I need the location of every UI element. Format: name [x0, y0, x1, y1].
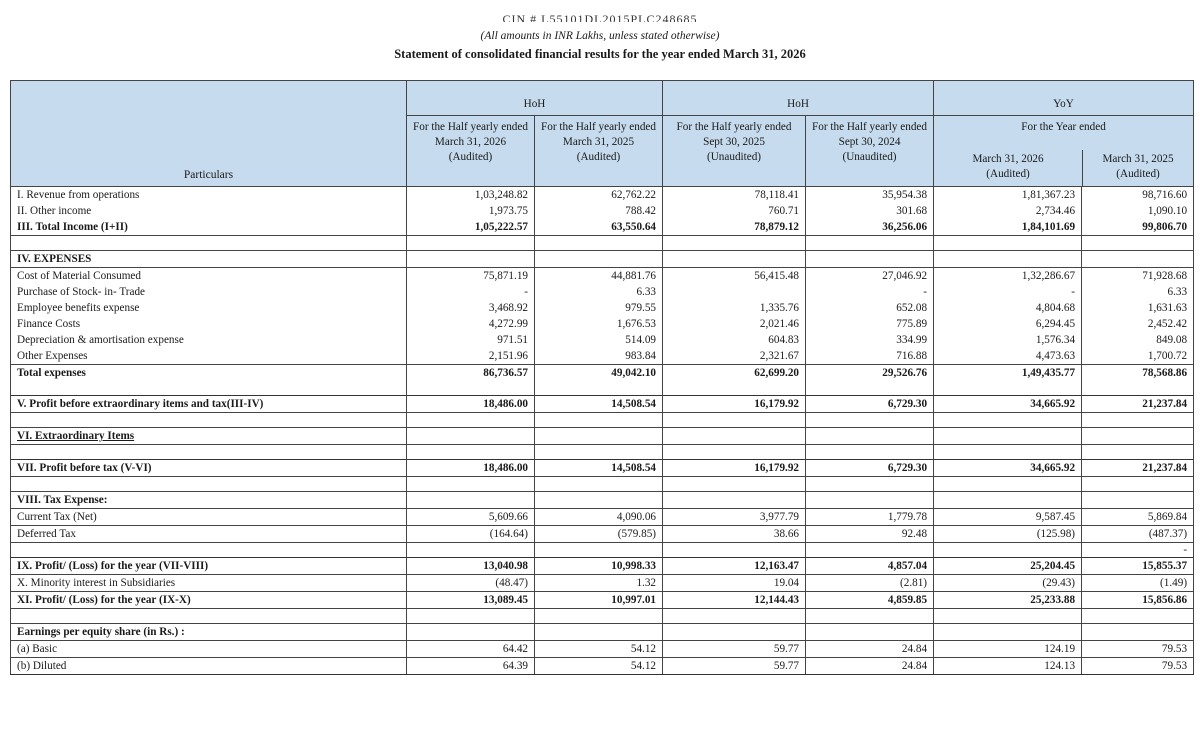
value-cell: 16,179.92 — [663, 396, 806, 413]
value-cell: 1,090.10 — [1082, 203, 1194, 219]
spacer-cell — [663, 381, 806, 396]
spacer-cell — [934, 413, 1082, 428]
row-label — [11, 396, 407, 413]
spacer-cell — [407, 609, 535, 624]
row-label — [11, 460, 407, 477]
column-header-3: For the Half yearly ended Sept 30, 2025 (Unaudited) — [663, 116, 806, 187]
value-cell — [1082, 624, 1194, 641]
value-cell: 2,452.42 — [1082, 316, 1194, 332]
value-cell: 983.84 — [535, 348, 663, 365]
value-cell: 79.53 — [1082, 641, 1194, 658]
spacer-cell — [407, 236, 535, 251]
row-label-text: Purchase of Stock- in- Trade — [17, 286, 146, 298]
column-header-year: For the Year ended March 31, 2026 (Audited) March 31, 2025 (Audited) — [934, 116, 1194, 187]
stray-mark: - — [1082, 543, 1194, 558]
row-label-text: Total expenses — [17, 367, 86, 379]
spacer-cell — [535, 609, 663, 624]
row-label-text: Finance Costs — [17, 318, 81, 330]
value-cell: 56,415.48 — [663, 268, 806, 285]
value-cell: 6,729.30 — [806, 460, 934, 477]
row-label — [11, 641, 407, 658]
row-label — [11, 219, 407, 236]
value-cell: 1,576.34 — [934, 332, 1082, 348]
table-row — [11, 316, 1194, 332]
spacer-row — [11, 381, 1194, 396]
spacer-cell — [663, 236, 806, 251]
value-cell: 652.08 — [806, 300, 934, 316]
row-label-text: IV. EXPENSES — [17, 253, 92, 265]
row-label-text: Other Expenses — [17, 350, 88, 362]
row-label-text: (b) Diluted — [17, 660, 67, 672]
row-label — [11, 348, 407, 365]
value-cell — [806, 428, 934, 445]
row-label-text: I. Revenue from operations — [17, 189, 140, 201]
spacer-cell — [934, 609, 1082, 624]
spacer-cell — [806, 543, 934, 558]
value-cell: 44,881.76 — [535, 268, 663, 285]
value-cell — [407, 492, 535, 509]
value-cell: 10,997.01 — [535, 592, 663, 609]
particulars-header: Particulars — [11, 81, 407, 187]
statement-title: Statement of consolidated financial results for the year ended March 31, 2026 — [394, 47, 806, 61]
table-row — [11, 460, 1194, 477]
spacer-cell — [663, 543, 806, 558]
value-cell: 1,676.53 — [535, 316, 663, 332]
value-cell — [663, 251, 806, 268]
value-cell — [663, 624, 806, 641]
value-cell: 78,118.41 — [663, 187, 806, 204]
spacer-cell — [11, 413, 407, 428]
row-label-text: (a) Basic — [17, 643, 58, 655]
spacer-cell — [11, 236, 407, 251]
spacer-cell — [934, 445, 1082, 460]
value-cell: (164.64) — [407, 526, 535, 543]
table-row — [11, 526, 1194, 543]
spacer-cell — [407, 477, 535, 492]
value-cell: 124.19 — [934, 641, 1082, 658]
value-cell: 13,089.45 — [407, 592, 535, 609]
value-cell: 1,32,286.67 — [934, 268, 1082, 285]
spacer-cell — [806, 477, 934, 492]
value-cell: 78,568.86 — [1082, 365, 1194, 382]
value-cell: 775.89 — [806, 316, 934, 332]
value-cell: 1,973.75 — [407, 203, 535, 219]
value-cell: 92.48 — [806, 526, 934, 543]
group-header-hoh-1: HoH — [407, 81, 663, 116]
value-cell: 18,486.00 — [407, 396, 535, 413]
value-cell: 14,508.54 — [535, 460, 663, 477]
row-label-text: VIII. Tax Expense: — [17, 494, 108, 506]
spacer-row — [11, 543, 1194, 558]
value-cell: 21,237.84 — [1082, 460, 1194, 477]
value-cell — [535, 492, 663, 509]
table-row — [11, 203, 1194, 219]
table-row — [11, 365, 1194, 382]
value-cell: 10,998.33 — [535, 558, 663, 575]
spacer-cell — [806, 413, 934, 428]
header-group-row — [11, 81, 1194, 116]
value-cell: 63,550.64 — [535, 219, 663, 236]
row-label — [11, 332, 407, 348]
spacer-cell — [407, 543, 535, 558]
value-cell: 12,144.43 — [663, 592, 806, 609]
value-cell: 849.08 — [1082, 332, 1194, 348]
table-row — [11, 624, 1194, 641]
row-label — [11, 428, 407, 445]
value-cell: 64.42 — [407, 641, 535, 658]
table-row — [11, 592, 1194, 609]
value-cell: 34,665.92 — [934, 460, 1082, 477]
spacer-cell — [11, 477, 407, 492]
row-label — [11, 268, 407, 285]
row-label-text: III. Total Income (I+II) — [17, 221, 128, 233]
spacer-row — [11, 413, 1194, 428]
value-cell — [806, 624, 934, 641]
row-label-text: Deferred Tax — [17, 528, 76, 540]
row-label — [11, 316, 407, 332]
value-cell: 78,879.12 — [663, 219, 806, 236]
value-cell — [407, 624, 535, 641]
value-cell: - — [806, 284, 934, 300]
column-header-4: For the Half yearly ended Sept 30, 2024 (Unaudited) — [806, 116, 934, 187]
value-cell: 24.84 — [806, 658, 934, 675]
spacer-cell — [535, 543, 663, 558]
value-cell: 16,179.92 — [663, 460, 806, 477]
value-cell: 9,587.45 — [934, 509, 1082, 526]
value-cell: 301.68 — [806, 203, 934, 219]
value-cell: 35,954.38 — [806, 187, 934, 204]
spacer-cell — [1082, 413, 1194, 428]
value-cell: 3,468.92 — [407, 300, 535, 316]
value-cell: 86,736.57 — [407, 365, 535, 382]
spacer-row — [11, 609, 1194, 624]
value-cell: 15,855.37 — [1082, 558, 1194, 575]
value-cell: 54.12 — [535, 641, 663, 658]
spacer-cell — [535, 236, 663, 251]
value-cell — [663, 492, 806, 509]
value-cell: 1,49,435.77 — [934, 365, 1082, 382]
value-cell: 12,163.47 — [663, 558, 806, 575]
row-label — [11, 251, 407, 268]
value-cell — [934, 492, 1082, 509]
value-cell: 24.84 — [806, 641, 934, 658]
table-row — [11, 658, 1194, 675]
value-cell: 2,151.96 — [407, 348, 535, 365]
value-cell — [1082, 492, 1194, 509]
value-cell — [1082, 251, 1194, 268]
spacer-cell — [806, 236, 934, 251]
row-label-text: Employee benefits expense — [17, 302, 140, 314]
value-cell: 62,699.20 — [663, 365, 806, 382]
value-cell: 1,81,367.23 — [934, 187, 1082, 204]
value-cell: - — [407, 284, 535, 300]
value-cell: 6,294.45 — [934, 316, 1082, 332]
value-cell: 59.77 — [663, 658, 806, 675]
spacer-cell — [806, 609, 934, 624]
value-cell — [407, 251, 535, 268]
row-label-text: XI. Profit/ (Loss) for the year (IX-X) — [17, 594, 191, 606]
table-row — [11, 641, 1194, 658]
row-label — [11, 203, 407, 219]
value-cell: 760.71 — [663, 203, 806, 219]
value-cell: 4,859.85 — [806, 592, 934, 609]
row-label — [11, 526, 407, 543]
row-label-text: V. Profit before extraordinary items and tax(III-IV) — [17, 398, 264, 410]
amounts-note: (All amounts in INR Lakhs, unless stated otherwise) — [480, 30, 720, 42]
row-label-text: X. Minority interest in Subsidiaries — [17, 577, 176, 589]
value-cell: 59.77 — [663, 641, 806, 658]
value-cell: 971.51 — [407, 332, 535, 348]
spacer-cell — [407, 413, 535, 428]
row-label-text: VII. Profit before tax (V-VI) — [17, 462, 152, 474]
value-cell — [535, 251, 663, 268]
value-cell: (2.81) — [806, 575, 934, 592]
spacer-cell — [663, 609, 806, 624]
value-cell: 6.33 — [535, 284, 663, 300]
value-cell: 4,804.68 — [934, 300, 1082, 316]
spacer-row — [11, 445, 1194, 460]
value-cell: 5,609.66 — [407, 509, 535, 526]
spacer-cell — [535, 413, 663, 428]
column-header-1: For the Half yearly ended March 31, 2026 (Audited) — [407, 116, 535, 187]
spacer-cell — [11, 445, 407, 460]
value-cell — [407, 428, 535, 445]
spacer-cell — [1082, 477, 1194, 492]
spacer-cell — [535, 381, 663, 396]
value-cell: 1,631.63 — [1082, 300, 1194, 316]
row-label-text: Earnings per equity share (in Rs.) : — [17, 626, 185, 638]
value-cell: 21,237.84 — [1082, 396, 1194, 413]
row-label — [11, 592, 407, 609]
value-cell: 716.88 — [806, 348, 934, 365]
value-cell: 4,857.04 — [806, 558, 934, 575]
value-cell: 5,869.84 — [1082, 509, 1194, 526]
value-cell — [934, 624, 1082, 641]
value-cell: 25,204.45 — [934, 558, 1082, 575]
table-row — [11, 284, 1194, 300]
value-cell: 1,700.72 — [1082, 348, 1194, 365]
row-label — [11, 492, 407, 509]
value-cell: 14,508.54 — [535, 396, 663, 413]
value-cell: 2,734.46 — [934, 203, 1082, 219]
spacer-cell — [11, 381, 407, 396]
spacer-row — [11, 477, 1194, 492]
row-label-text: II. Other income — [17, 205, 92, 217]
value-cell — [806, 492, 934, 509]
value-cell: (125.98) — [934, 526, 1082, 543]
spacer-cell — [11, 543, 407, 558]
table-row — [11, 428, 1194, 445]
row-label — [11, 365, 407, 382]
value-cell: 71,928.68 — [1082, 268, 1194, 285]
value-cell: 1.32 — [535, 575, 663, 592]
value-cell: 99,806.70 — [1082, 219, 1194, 236]
value-cell: 334.99 — [806, 332, 934, 348]
value-cell: 79.53 — [1082, 658, 1194, 675]
value-cell — [806, 251, 934, 268]
spacer-cell — [407, 381, 535, 396]
row-label-text: Current Tax (Net) — [17, 511, 97, 523]
spacer-cell — [934, 236, 1082, 251]
table-row — [11, 268, 1194, 285]
value-cell: 49,042.10 — [535, 365, 663, 382]
row-label — [11, 658, 407, 675]
spacer-cell — [1082, 236, 1194, 251]
value-cell — [1082, 428, 1194, 445]
table-row — [11, 348, 1194, 365]
table-row — [11, 251, 1194, 268]
value-cell: 604.83 — [663, 332, 806, 348]
value-cell: (487.37) — [1082, 526, 1194, 543]
spacer-cell — [806, 381, 934, 396]
table-row — [11, 187, 1194, 204]
value-cell: 27,046.92 — [806, 268, 934, 285]
row-label-text: Cost of Material Consumed — [17, 270, 141, 282]
row-label — [11, 624, 407, 641]
value-cell: (579.85) — [535, 526, 663, 543]
spacer-cell — [407, 445, 535, 460]
value-cell: 3,977.79 — [663, 509, 806, 526]
column-header-2: For the Half yearly ended March 31, 2025 (Audited) — [535, 116, 663, 187]
value-cell: 62,762.22 — [535, 187, 663, 204]
value-cell: 514.09 — [535, 332, 663, 348]
table-row — [11, 575, 1194, 592]
row-label-text: IX. Profit/ (Loss) for the year (VII-VIII) — [17, 560, 209, 572]
value-cell: 6,729.30 — [806, 396, 934, 413]
spacer-cell — [535, 477, 663, 492]
value-cell: 36,256.06 — [806, 219, 934, 236]
value-cell: 18,486.00 — [407, 460, 535, 477]
value-cell: 1,335.76 — [663, 300, 806, 316]
spacer-row — [11, 236, 1194, 251]
spacer-cell — [934, 543, 1082, 558]
value-cell: 4,272.99 — [407, 316, 535, 332]
row-label — [11, 558, 407, 575]
value-cell — [934, 428, 1082, 445]
value-cell: 979.55 — [535, 300, 663, 316]
spacer-cell — [1082, 445, 1194, 460]
value-cell: 64.39 — [407, 658, 535, 675]
table-row — [11, 492, 1194, 509]
value-cell: 1,779.78 — [806, 509, 934, 526]
value-cell: 2,321.67 — [663, 348, 806, 365]
value-cell: 6.33 — [1082, 284, 1194, 300]
value-cell: - — [934, 284, 1082, 300]
value-cell: 34,665.92 — [934, 396, 1082, 413]
value-cell — [934, 251, 1082, 268]
row-label — [11, 509, 407, 526]
spacer-cell — [934, 477, 1082, 492]
value-cell: 1,84,101.69 — [934, 219, 1082, 236]
value-cell: 75,871.19 — [407, 268, 535, 285]
spacer-cell — [806, 445, 934, 460]
row-label-text: Depreciation & amortisation expense — [17, 334, 184, 346]
value-cell: 15,856.86 — [1082, 592, 1194, 609]
value-cell: 2,021.46 — [663, 316, 806, 332]
value-cell: 19.04 — [663, 575, 806, 592]
group-header-hoh-2: HoH — [663, 81, 934, 116]
cin-number: CIN # L55101DL2015PLC248685 — [502, 12, 698, 22]
value-cell: 25,233.88 — [934, 592, 1082, 609]
value-cell: 29,526.76 — [806, 365, 934, 382]
table-row — [11, 219, 1194, 236]
spacer-cell — [934, 381, 1082, 396]
value-cell: 98,716.60 — [1082, 187, 1194, 204]
row-label — [11, 300, 407, 316]
row-label — [11, 187, 407, 204]
value-cell: 1,05,222.57 — [407, 219, 535, 236]
value-cell: (1.49) — [1082, 575, 1194, 592]
value-cell — [535, 624, 663, 641]
value-cell — [663, 284, 806, 300]
value-cell — [535, 428, 663, 445]
value-cell: (29.43) — [934, 575, 1082, 592]
spacer-cell — [663, 445, 806, 460]
table-row — [11, 509, 1194, 526]
spacer-cell — [11, 609, 407, 624]
spacer-cell — [1082, 381, 1194, 396]
table-row — [11, 396, 1194, 413]
spacer-cell — [663, 413, 806, 428]
value-cell: (48.47) — [407, 575, 535, 592]
spacer-cell — [663, 477, 806, 492]
row-label — [11, 575, 407, 592]
spacer-cell — [535, 445, 663, 460]
value-cell — [663, 428, 806, 445]
table-row — [11, 332, 1194, 348]
table-row — [11, 300, 1194, 316]
row-label-text: VI. Extraordinary Items — [17, 430, 135, 442]
value-cell: 13,040.98 — [407, 558, 535, 575]
value-cell: 1,03,248.82 — [407, 187, 535, 204]
value-cell: 38.66 — [663, 526, 806, 543]
value-cell: 4,473.63 — [934, 348, 1082, 365]
group-header-yoy: YoY — [934, 81, 1194, 116]
value-cell: 54.12 — [535, 658, 663, 675]
table-row — [11, 558, 1194, 575]
financial-results-table — [10, 80, 1194, 675]
value-cell: 788.42 — [535, 203, 663, 219]
row-label — [11, 284, 407, 300]
value-cell: 4,090.06 — [535, 509, 663, 526]
spacer-cell — [1082, 609, 1194, 624]
value-cell: 124.13 — [934, 658, 1082, 675]
